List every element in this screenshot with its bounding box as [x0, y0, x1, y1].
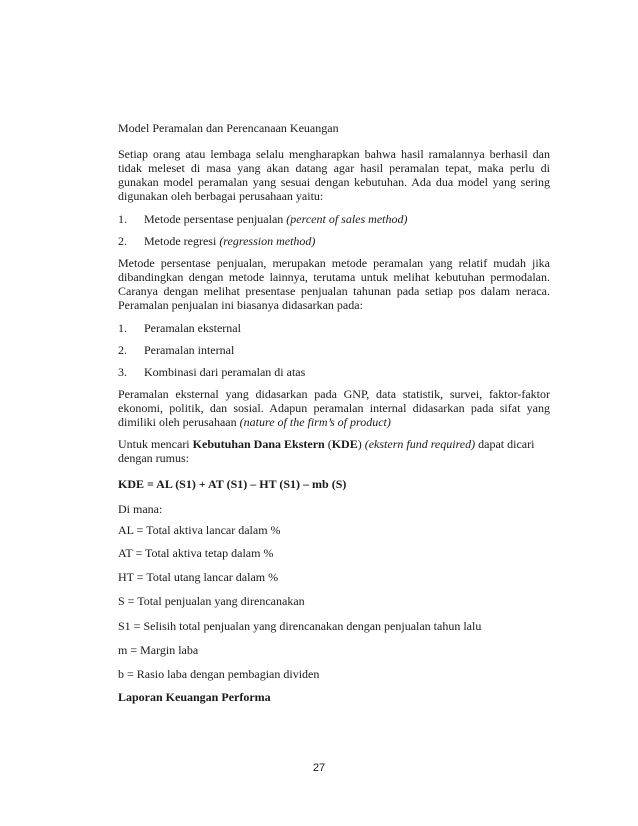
list-number: 1. [118, 212, 127, 226]
list-number: 2. [118, 234, 127, 248]
section-heading: Model Peramalan dan Perencanaan Keuangan [118, 121, 339, 135]
method-paragraph: Metode persentase penjualan, merupakan metode peramalan yang relatif mudah jika dibandingkan dengan metode lainnya, terutama untuk melihat kebutuhan permodalan. Caranya dengan melihat presentase penjualan tahunan pada setiap pos dalam neraca. Peramalan penjualan ini biasanya didasarkan pada: [118, 256, 550, 312]
forecast-paragraph [118, 387, 550, 429]
forecast-term: (nature of the firm’s of product) [239, 415, 391, 429]
list-text: Peramalan eksternal [144, 321, 241, 335]
definition-row: S = Total penjualan yang direncanakan [118, 594, 305, 608]
method-term: (percent of sales method) [286, 212, 408, 226]
list-text [144, 212, 407, 226]
list-number: 1. [118, 321, 127, 335]
method-name: Metode persentase penjualan [144, 212, 284, 226]
section-title: Laporan Keuangan Performa [118, 690, 271, 704]
list-text [144, 234, 315, 248]
method-term: (regression method) [219, 234, 316, 248]
where-label: Di mana: [118, 502, 163, 516]
list-number: 2. [118, 343, 127, 357]
kde-term: (ekstern fund required) [364, 437, 476, 451]
definition-row: m = Margin laba [118, 643, 199, 657]
definition-row: AT = Total aktiva tetap dalam % [118, 546, 274, 560]
kde-line2: dengan rumus: [118, 451, 189, 465]
intro-paragraph: Setiap orang atau lembaga selalu mengharapkan bahwa hasil ramalannya berhasil dan tidak meleset di masa yang akan datang agar hasil peramalan tepat, maka perlu di gunakan model peramalan yang sesuai dengan kebutuhan. Ada dua model yang sering digunakan oleh berbagai perusahaan yaitu: [118, 147, 550, 203]
definition-row: S1 = Selisih total penjualan yang direncanakan dengan penjualan tahun lalu [118, 619, 482, 633]
list-text: Kombinasi dari peramalan di atas [144, 365, 306, 379]
method-name: Metode regresi [144, 234, 217, 248]
kde-formula: KDE = AL (S1) + AT (S1) – HT (S1) – mb (S) [118, 477, 347, 491]
list-number: 3. [118, 365, 127, 379]
page-number: 27 [312, 762, 326, 774]
definition-row: AL = Total aktiva lancar dalam % [118, 523, 281, 537]
definition-row: b = Rasio laba dengan pembagian dividen [118, 667, 320, 681]
kde-bold: Kebutuhan Dana Ekstern [192, 437, 325, 451]
list-text: Peramalan internal [144, 343, 235, 357]
definition-row: HT = Total utang lancar dalam % [118, 570, 279, 584]
kde-post: dapat dicari [478, 437, 535, 451]
kde-intro: Untuk mencari Kebutuhan Dana Ekstern (KDE) (ekstern fund required) dapat dicari dengan rumus: [118, 437, 535, 465]
kde-abbr: KDE [331, 437, 358, 451]
kde-pre: Untuk mencari [118, 437, 190, 451]
forecast-text: Peramalan eksternal yang didasarkan pada GNP, data statistik, survei, faktor-faktor ekonomi, politik, dan sosial. Adapun peramalan internal didasarkan pada sifat yang dimiliki oleh perusahaan [118, 387, 550, 429]
